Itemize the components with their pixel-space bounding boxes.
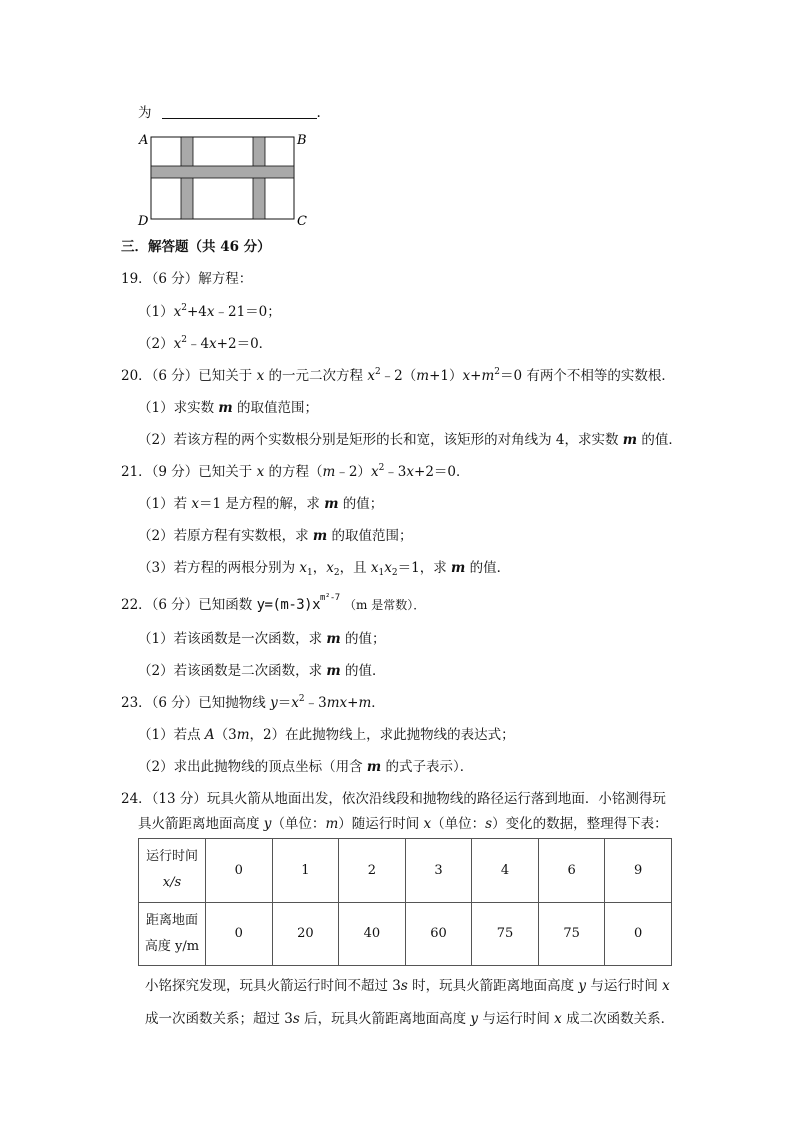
table-cell: 75 [538,902,605,966]
q22-part2: （2）若该函数是二次函数，求 m 的值． [138,663,386,679]
rectangle-figure [134,130,314,230]
q20-head: 20．（6 分）已知关于 x 的一元二次方程 $x^2﹣2(m+1)x+m^2=0$ 有两个不相等的实数根． [121,367,675,384]
q18-answer-line [138,104,321,122]
q18-prefix: 为 [138,105,152,121]
horizontal-strip [151,166,294,178]
table-cell: 4 [472,839,539,903]
q21-part2: （2）若原方程有实数根，求 m 的取值范围； [138,528,413,544]
table-cell: 0 [206,902,273,966]
q24-line1: 24．（13 分）玩具火箭从地面出发，依次沿线段和抛物线的路径运行落到地面．小铭测得玩 [121,791,666,807]
q19-part1: $(1)x^2+4x﹣21=0$； [138,303,281,320]
q24-para-line1: 小铭探究发现，玩具火箭运行时间不超过 3s 时，玩具火箭距离地面高度 y 与运行时间 x [145,978,670,994]
answer-blank [162,104,317,119]
table-cell: 0 [206,839,273,903]
table-cell: 1 [272,839,339,903]
q21-part1: （1）若 x＝1 是方程的解，求 m 的值； [138,496,384,512]
row-label-height: 距离地面 高度 y/m [139,902,206,966]
table-cell: 2 [339,839,406,903]
vertex-c: C [297,214,307,229]
q21-part3: （3）若方程的两根分别为 $x_1$，$x_2$，且 $x_1x_2=1$，求 m 的值． [138,560,511,578]
table-row-time [139,839,672,903]
function-formula: $y=(m-3)x^{m^2-7}$ [256,593,340,613]
vertex-b: B [297,133,307,148]
q24-para-line2: 成一次函数关系；超过 3s 后，玩具火箭距离地面高度 y 与运行时间 x 成二次函数关系． [145,1011,675,1027]
q19-part2: $(2)x^2﹣4x+2=0$． [138,335,273,352]
table-cell: 6 [538,839,605,903]
table-cell: 20 [272,902,339,966]
q23-head: 23．（6 分）已知抛物线 $y=x^2﹣3mx+m$． [121,694,385,711]
q23-part2: （2）求出此抛物线的顶点坐标（用含 m 的式子表示）． [138,759,474,775]
table-cell: 0 [605,902,672,966]
table-cell: 75 [472,902,539,966]
row-label-time: 运行时间 x/s [139,839,206,903]
data-table [138,838,672,966]
q22-head: 22．（6 分）已知函数 $y=(m-3)x^{m^2-7}$ （m 是常数）． [121,593,426,613]
q20-part1: （1）求实数 m 的取值范围； [138,400,318,416]
table-row-height [139,902,672,966]
q20-part2: （2）若该方程的两个实数根分别是矩形的长和宽，该矩形的对角线为 4，求实数 m 的值． [138,432,682,448]
q23-part1: （1）若点 A（3m，2）在此抛物线上，求此抛物线的表达式； [138,727,515,743]
table-cell: 9 [605,839,672,903]
q18-suffix: . [316,105,321,121]
section-heading: 三．解答题（共 46 分） [121,239,271,255]
q19-head: 19．（6 分）解方程： [121,271,253,287]
vertex-d: D [138,214,149,229]
vertex-a: A [139,133,149,148]
table-cell: 40 [339,902,406,966]
q22-part1: （1）若该函数是一次函数，求 m 的值； [138,631,386,647]
q24-line2: 具火箭距离地面高度 y（单位：m）随运行时间 x（单位：s）变化的数据，整理得下表： [138,816,668,832]
table-cell: 3 [405,839,472,903]
q21-head: 21．（9 分）已知关于 x 的方程$(m﹣2)x^2﹣3x+2=0$． [121,463,470,480]
table-cell: 60 [405,902,472,966]
